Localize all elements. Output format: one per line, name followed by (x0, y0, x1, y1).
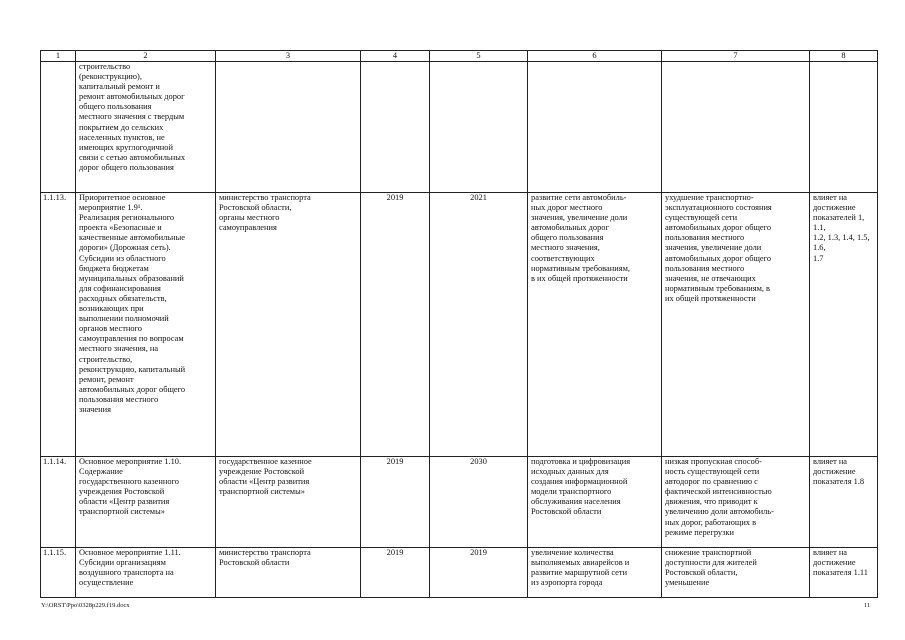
expected-result-cell-text: увеличение количества выполняемых авиарейсов и развитие маршрутной сети из аэропорта города (531, 548, 630, 588)
row-number-cell-text: 1.1.13. (43, 193, 67, 202)
row-number-cell (41, 193, 76, 457)
expected-result-cell (528, 548, 662, 598)
non-implementation-consequence-cell (662, 548, 810, 598)
end-year-cell (430, 193, 528, 457)
non-implementation-consequence-cell-text: низкая пропускная способ- ность существующей сети автодорог по сравнению с фактической интенсивностью движения, что приводит к увеличению доли автомобиль- ных дорог, работающих в режиме перегрузки (665, 457, 774, 537)
end-year-cell-text: 2019 (470, 548, 487, 557)
table-row (41, 193, 878, 457)
indicator-link-cell (810, 457, 878, 548)
expected-result-cell (528, 193, 662, 457)
start-year-cell-text: 2019 (386, 193, 404, 202)
measure-name-cell-text: Приоритетное основное мероприятие 1.9¹. Реализация регионального проекта «Безопасные и качественные автомобильные дороги» (Дорожная сеть). Субсидии из областного бюджета бюджетам муниципальных образований для софинансирования расходных обязательств, возникающих при выполнении полномочий органов местного самоуправления по вопросам местного значения, на строительство, реконструкцию, капитальный ремонт, ремонт автомобильных дорог общего пользования местного значения (79, 193, 186, 414)
non-implementation-consequence-cell-text: ухудшение транспортно- эксплуатационного состояния существующей сети автомобильных дорог общего пользования местного значения, увеличение доли автомобильных дорог общего пользования местного значения, не отвечающих нормативным требованиям, в их общей протяженности (665, 193, 772, 303)
executor-cell-text: министерство транспорта Ростовской области (219, 548, 311, 568)
non-implementation-consequence-cell (662, 62, 810, 193)
column-number: 6 (528, 51, 662, 62)
indicator-link-cell-text: влияет на достижение показателя 1.11 (813, 548, 868, 578)
start-year-cell (361, 548, 430, 598)
row-number-cell (41, 457, 76, 548)
column-number: 3 (216, 51, 361, 62)
indicator-link-cell (810, 62, 878, 193)
table-row (41, 548, 878, 598)
row-number-cell (41, 62, 76, 193)
end-year-cell (430, 62, 528, 193)
start-year-cell-text: 2019 (386, 457, 404, 466)
table-row (41, 457, 878, 548)
executor-cell-text: министерство транспорта Ростовской области, органы местного самоуправления (219, 193, 311, 233)
indicator-link-cell-text: влияет на достижение показателей 1, 1.1, 1.2, 1.3, 1.4, 1.5, 1.6, 1.7 (813, 193, 870, 263)
end-year-cell (430, 457, 528, 548)
column-number: 4 (361, 51, 430, 62)
measure-name-cell-text: Основное мероприятие 1.11. Субсидии организациям воздушного транспорта на осуществление (79, 548, 181, 588)
row-number-cell (41, 548, 76, 598)
page-number: 11 (864, 602, 871, 609)
non-implementation-consequence-cell-text: снижение транспортной доступности для жителей Ростовской области, уменьшение (665, 548, 757, 588)
indicator-link-cell-text: влияет на достижение показателя 1.8 (813, 457, 865, 487)
indicator-link-cell (810, 193, 878, 457)
end-year-cell (430, 548, 528, 598)
non-implementation-consequence-cell (662, 457, 810, 548)
measure-name-cell (76, 548, 216, 598)
executor-cell (216, 62, 361, 193)
column-number-row (41, 51, 878, 62)
table-row (41, 62, 878, 193)
end-year-cell-text: 2030 (470, 457, 487, 466)
column-number: 1 (41, 51, 76, 62)
expected-result-cell-text: подготовка и цифровизация исходных данных для создания информационной модели транспортного обслуживания населения Ростовской области (531, 457, 631, 517)
non-implementation-consequence-cell (662, 193, 810, 457)
footer-file-path: Y:\ORST\Ppo\0328p229.f19.docx (41, 602, 130, 609)
row-number-cell-text: 1.1.15. (43, 548, 67, 557)
start-year-cell-text: 2019 (386, 548, 404, 557)
start-year-cell (361, 62, 430, 193)
start-year-cell (361, 457, 430, 548)
start-year-cell (361, 193, 430, 457)
indicator-link-cell (810, 548, 878, 598)
measure-name-cell (76, 457, 216, 548)
end-year-cell-text: 2021 (470, 193, 487, 202)
column-number: 5 (430, 51, 528, 62)
expected-result-cell-text: развитие сети автомобиль- ных дорог местного значения, увеличение доли автомобильных дорог общего пользования местного значения, соответствующих нормативным требованиям, в их общей протяженности (531, 193, 630, 283)
expected-result-cell (528, 62, 662, 193)
expected-result-cell (528, 457, 662, 548)
executor-cell (216, 457, 361, 548)
row-number-cell-text: 1.1.14. (43, 457, 67, 466)
column-number: 2 (76, 51, 216, 62)
column-number: 7 (662, 51, 810, 62)
executor-cell (216, 548, 361, 598)
document-table (40, 50, 878, 598)
column-number: 8 (810, 51, 878, 62)
executor-cell-text: государственное казенное учреждение Ростовской области «Центр развития транспортной системы» (219, 457, 312, 497)
measure-name-cell (76, 62, 216, 193)
measure-name-cell-text: Основное мероприятие 1.10. Содержание государственного казенного учреждения Ростовской области «Центр развития транспортной системы» (79, 457, 182, 517)
executor-cell (216, 193, 361, 457)
measure-name-cell (76, 193, 216, 457)
measure-name-cell-text: строительство (реконструкцию), капитальный ремонт и ремонт автомобильных дорог общего пользования местного значения с твердым покрытием до сельских населенных пунктов, не имеющих круглогодичной связи с сетью автомобильных дорог общего пользования (79, 62, 186, 172)
